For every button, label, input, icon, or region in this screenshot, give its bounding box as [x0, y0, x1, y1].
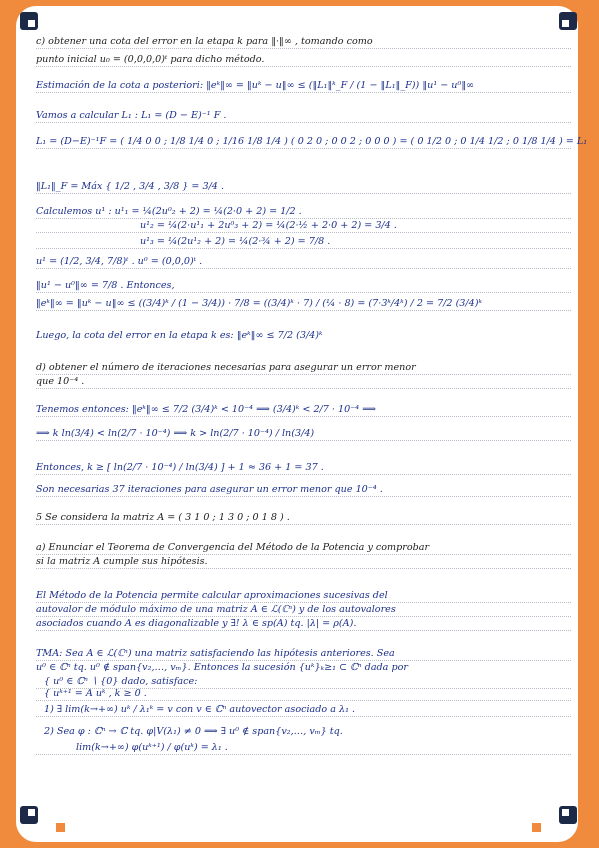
note-line: d) obtener el número de iteraciones necesarias para asegurar un error menor — [36, 362, 416, 373]
corner-marker-bottom-right — [559, 806, 577, 824]
note-line: L₁ = (D−E)⁻¹F = ( 1/4 0 0 ; 1/8 1/4 0 ; 1/16 1/8 1/4 ) ( 0 2 0 ; 0 0 2 ; 0 0 0 ) = ( 0 1/2 0 ; 0 1/4 1/2 ; 0 1/8 1/4 ) = L₁ — [36, 136, 588, 147]
ruled-line — [36, 700, 571, 701]
note-line: TMA: Sea A ∈ ℒ(ℂⁿ) una matriz satisfaciendo las hipótesis anteriores. Sea — [36, 648, 395, 659]
note-line: Estimación de la cota a posteriori: ‖eᵏ‖∞ = ‖uᵏ − u‖∞ ≤ (‖L₁‖ᵏ_F / (1 − ‖L₁‖_F)) ‖u¹ − u⁰‖∞ — [36, 80, 475, 91]
note-line: { u⁰ ∈ ℂⁿ ∖ {0} dado, satisface: — [44, 676, 198, 687]
ruled-line — [36, 268, 571, 269]
note-line: ⟹ k ln(3/4) < ln(2/7 · 10⁻⁴) ⟹ k > ln(2/7 · 10⁻⁴) / ln(3/4) — [36, 428, 315, 439]
ruled-line — [36, 440, 571, 441]
orange-square-left — [56, 823, 65, 832]
ruled-line — [36, 754, 571, 755]
ruled-line — [36, 716, 571, 717]
note-line: Entonces, k ≥ [ ln(2/7 · 10⁻⁴) / ln(3/4) ] + 1 ≈ 36 + 1 = 37 . — [36, 462, 324, 473]
ruled-line — [36, 232, 571, 233]
ruled-line — [36, 66, 571, 67]
orange-square-right — [532, 823, 541, 832]
note-line: si la matriz A cumple sus hipótesis. — [36, 556, 208, 567]
ruled-line — [36, 92, 571, 93]
ruled-line — [36, 474, 571, 475]
note-line: Vamos a calcular L₁ : L₁ = (D − E)⁻¹ F . — [36, 110, 227, 121]
ruled-line — [36, 554, 571, 555]
note-line: Son necesarias 37 iteraciones para asegurar un error menor que 10⁻⁴ . — [36, 484, 383, 495]
note-line: u¹ = (1/2, 3/4, 7/8)ᵗ . u⁰ = (0,0,0)ᵗ . — [36, 256, 203, 267]
ruled-line — [36, 193, 571, 194]
ruled-line — [36, 616, 571, 617]
note-line: Calculemos u¹ : u¹₁ = ¼(2u⁰₂ + 2) = ¼(2·0 + 2) = 1/2 . — [36, 206, 302, 217]
ruled-line — [36, 48, 571, 49]
note-line: 1) ∃ lim(k→+∞) uᵏ / λ₁ᵏ = v con v ∈ ℂⁿ autovector asociado a λ₁ . — [44, 704, 356, 715]
note-line: asociados cuando A es diagonalizable y ∃! λ ∈ sp(A) tq. |λ| = ρ(A). — [36, 618, 357, 629]
note-line: ‖L₁‖_F = Máx { 1/2 , 3/4 , 3/8 } = 3/4 . — [36, 181, 225, 192]
ruled-line — [36, 602, 571, 603]
note-line: lim(k→+∞) φ(uᵏ⁺¹) / φ(uᵏ) = λ₁ . — [76, 742, 228, 753]
ruled-line — [36, 496, 571, 497]
ruled-line — [36, 374, 571, 375]
note-line: c) obtener una cota del error en la etapa k para ‖·‖∞ , tomando como — [36, 36, 373, 47]
note-line: punto inicial u₀ = (0,0,0,0)ᵗ para dicho método. — [36, 54, 265, 65]
corner-marker-bottom-left — [20, 806, 38, 824]
note-line: u¹₃ = ¼(2u¹₂ + 2) = ¼(2·¾ + 2) = 7/8 . — [140, 236, 331, 247]
note-line: que 10⁻⁴ . — [36, 376, 85, 387]
note-line: El Método de la Potencia permite calcular aproximaciones sucesivas del — [36, 590, 388, 601]
note-line: autovalor de módulo máximo de una matriz A ∈ ℒ(ℂⁿ) y de los autovalores — [36, 604, 396, 615]
ruled-line — [36, 218, 571, 219]
ruled-line — [36, 388, 571, 389]
note-line: ‖u¹ − u⁰‖∞ = 7/8 . Entonces, — [36, 280, 175, 291]
ruled-line — [36, 148, 571, 149]
ruled-line — [36, 524, 571, 525]
note-line: { uᵏ⁺¹ = A uᵏ , k ≥ 0 . — [44, 688, 147, 699]
ruled-line — [36, 292, 571, 293]
note-line: u⁰ ∈ ℂⁿ tq. u⁰ ∉ span{v₂,…, vₘ}. Entonces la sucesión {uᵏ}ₖ≥₁ ⊂ ℂⁿ dada por — [36, 662, 408, 673]
corner-marker-top-left — [20, 12, 38, 30]
note-line: ‖eᵏ‖∞ = ‖uᵏ − u‖∞ ≤ ((3/4)ᵏ / (1 − 3/4)) · 7/8 = ((3/4)ᵏ · 7) / (¼ · 8) = (7·3ᵏ/4ᵏ) / 2 = 7/2 (3/4)ᵏ — [36, 298, 482, 309]
note-line: Tenemos entonces: ‖eᵏ‖∞ ≤ 7/2 (3/4)ᵏ < 10⁻⁴ ⟹ (3/4)ᵏ < 2/7 · 10⁻⁴ ⟹ — [36, 404, 376, 415]
ruled-line — [36, 310, 571, 311]
ruled-line — [36, 248, 571, 249]
ruled-line — [36, 568, 571, 569]
note-line: 2) Sea φ : ℂⁿ → ℂ tq. φ|V(λ₁) ≠ 0 ⟹ ∃ u⁰ ∉ span{v₂,…, vₘ} tq. — [44, 726, 343, 737]
note-line: Luego, la cota del error en la etapa k es: ‖eᵏ‖∞ ≤ 7/2 (3/4)ᵏ — [36, 330, 323, 341]
note-line: u¹₂ = ¼(2·u¹₁ + 2u⁰₃ + 2) = ¼(2·½ + 2·0 + 2) = 3/4 . — [140, 220, 397, 231]
ruled-line — [36, 122, 571, 123]
ruled-line — [36, 660, 571, 661]
ruled-line — [36, 416, 571, 417]
note-line: a) Enunciar el Teorema de Convergencia del Método de la Potencia y comprobar — [36, 542, 430, 553]
ruled-line — [36, 630, 571, 631]
note-line: 5 Se considera la matriz A = ( 3 1 0 ; 1 3 0 ; 0 1 8 ) . — [36, 512, 290, 523]
corner-marker-top-right — [559, 12, 577, 30]
